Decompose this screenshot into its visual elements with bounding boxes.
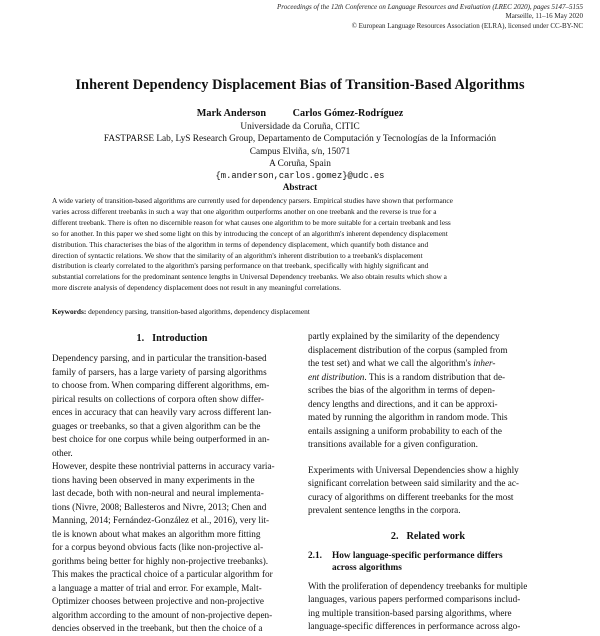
text-line: to choose from. When comparing different algorithms, em- bbox=[52, 380, 270, 390]
text-line: Dependency parsing, and in particular the transition-based bbox=[52, 353, 267, 363]
subsection-heading-line bbox=[308, 550, 548, 562]
subsection-number: 2.1. bbox=[308, 550, 322, 561]
paragraph-gap bbox=[308, 518, 548, 530]
text-line: other. bbox=[52, 447, 73, 458]
text-line: ences in accuracy that can heavily vary across different lan- bbox=[52, 407, 272, 417]
text-line: mated by running the algorithm in random mode. This bbox=[308, 412, 508, 422]
text-line: tions having been observed in many experiments in the bbox=[52, 474, 255, 485]
paragraph-gap bbox=[308, 452, 548, 464]
left-column bbox=[52, 332, 292, 636]
intro-paragraph-2 bbox=[52, 460, 292, 636]
text-line bbox=[308, 371, 548, 385]
text-line: displacement distribution of the corpus (sampled from bbox=[308, 344, 508, 355]
section-heading-related-work bbox=[308, 530, 548, 550]
author-name: Carlos Gómez-Rodríguez bbox=[292, 108, 404, 119]
keywords-label: Keywords: bbox=[52, 307, 87, 316]
text-line: algorithm according to the amount of non-projective depen- bbox=[52, 609, 273, 620]
keywords-text: dependency parsing, transition-based algorithms, dependency displacement bbox=[86, 307, 310, 316]
text-line: guages or treebanks, so that a given algorithm can be the bbox=[52, 420, 261, 431]
text-line: dencies observed in the treebank, but then the choice of a bbox=[52, 623, 263, 633]
text-line: Manning, 2014; Fernández-González et al., 2016), very lit- bbox=[52, 515, 270, 525]
text-line: tions (Nivre, 2008; Ballesteros and Nivre, 2013; Chen and bbox=[52, 501, 267, 512]
abstract-line: substantial correlations for the predominant sentence lengths in Universal Dependency treebanks. We also obtain results which show a bbox=[52, 272, 447, 282]
affiliation-line: FASTPARSE Lab, LyS Research Group, Departamento de Computación y Tecnologías de la Información bbox=[103, 134, 497, 145]
text-span: . This is a random distribution that de- bbox=[364, 371, 506, 382]
text-line bbox=[308, 357, 548, 371]
section-title: Related work bbox=[406, 530, 466, 542]
text-line: a language a matter of trial and error. For example, Malt- bbox=[52, 582, 262, 593]
text-line: best choice for one corpus while being outperformed in an- bbox=[52, 434, 270, 444]
affiliation-line: A Coruña, Spain bbox=[269, 158, 331, 169]
section-number: 2. bbox=[390, 530, 399, 542]
subsection-heading bbox=[308, 550, 548, 574]
text-line: dency lengths and directions, and it can be approxi- bbox=[308, 398, 498, 409]
section-title: Introduction bbox=[152, 333, 208, 344]
abstract-line: distribution is clearly correlated to the algorithm's parsing performance on that treebank, specifically with highly significant and bbox=[52, 261, 429, 271]
intro-paragraph-1 bbox=[52, 352, 292, 460]
text-line: tle is known about what makes an algorithm more fitting bbox=[52, 528, 261, 539]
affiliation-block bbox=[0, 121, 600, 182]
abstract-heading: Abstract bbox=[282, 183, 318, 193]
text-line: This makes the practical choice of a particular algorithm for bbox=[52, 569, 273, 579]
affiliation-line: Campus Elviña, s/n, 15071 bbox=[249, 146, 351, 157]
text-line: Experiments with Universal Dependencies show a highly bbox=[308, 464, 519, 475]
header-line-proceedings: Proceedings of the 12th Conference on Language Resources and Evaluation (LREC 2020), pages 5147–5155 bbox=[276, 3, 583, 11]
abstract-line: so for another. In this paper we shed some light on this by introducing the concept of an algorithm's inherent dependency displacement bbox=[52, 228, 448, 238]
header-line-license: © European Language Resources Association (ELRA), licensed under CC-BY-NC bbox=[351, 21, 583, 30]
proceedings-header bbox=[0, 3, 583, 31]
text-line: for a corpus beyond obvious facts (like non-projective al- bbox=[52, 542, 264, 552]
text-line: last decade, both with non-neural and neural implementa- bbox=[52, 488, 264, 498]
abstract-line: more discrete analysis of dependency displacement does not result in any meaningful correlations. bbox=[52, 283, 341, 293]
text-span: the test set) and what we call the algorithm's bbox=[308, 358, 471, 368]
subsection-heading-line: across algorithms bbox=[332, 562, 402, 573]
text-line: significant correlation between said similarity and the ac- bbox=[308, 478, 519, 488]
text-line: However, despite these nontrivial patterns in accuracy varia- bbox=[52, 461, 275, 471]
right-paragraph-1 bbox=[308, 330, 548, 452]
text-line: entails assigning a uniform probability to each of the bbox=[308, 425, 502, 436]
text-line: curacy of algorithms on different treebanks for the most bbox=[308, 491, 514, 502]
text-line: ing multiple transition-based parsing algorithms, where bbox=[308, 607, 512, 618]
text-line: family of parsers, has a large variety of parsing algorithms bbox=[52, 366, 267, 377]
emphasis-text: ent distribution bbox=[308, 371, 365, 382]
text-line: Optimizer chooses between projective and non-projective bbox=[52, 596, 264, 606]
emphasis-text: inher- bbox=[473, 358, 496, 368]
text-line: prevalent sentence lengths in the corpora. bbox=[308, 505, 461, 515]
keywords-line bbox=[52, 307, 549, 316]
abstract-line: A wide variety of transition-based algorithms are currently used for dependency parsers. Empirical studies have shown that performance bbox=[52, 196, 453, 205]
abstract-line: direction of syntactic relations. We show that the similarity of an algorithm's inherent distribution to a treebank's displacement bbox=[52, 250, 423, 260]
subsection-title: How language-specific performance differs bbox=[332, 550, 503, 561]
text-line: partly explained by the similarity of the dependency bbox=[308, 331, 500, 341]
header-line-location: Marseille, 11–16 May 2020 bbox=[505, 12, 583, 21]
author-name: Mark Anderson bbox=[196, 108, 267, 119]
affiliation-line: Universidade da Coruña, CITIC bbox=[240, 122, 360, 132]
abstract-line: varies across different treebanks in such a way that one algorithm outperforms another on one treebank and the reverse is true for a bbox=[52, 206, 437, 216]
abstract-line: distribution. This characterises the bias of the algorithm in terms of dependency displacement, which quantify both distance and bbox=[52, 239, 429, 249]
abstract-line: different treebank. There is often no discernible reason for what causes one algorithm to be more suitable for a certain treebank and less bbox=[52, 217, 451, 227]
text-line: language-specific differences in performance across algo- bbox=[308, 621, 521, 631]
text-line: scribes the bias of the algorithm in terms of depen- bbox=[308, 385, 496, 395]
text-line: gorithms being better for highly non-projective treebanks). bbox=[52, 555, 269, 566]
right-paragraph-2 bbox=[308, 464, 548, 518]
text-line: With the proliferation of dependency treebanks for multiple bbox=[308, 580, 528, 591]
author-list bbox=[0, 108, 600, 119]
section-number: 1. bbox=[136, 333, 145, 344]
text-line: transitions available for a given configuration. bbox=[308, 439, 478, 449]
text-line: languages, various papers performed comparisons includ- bbox=[308, 594, 521, 604]
abstract-body bbox=[52, 196, 549, 294]
paper-title: Inherent Dependency Displacement Bias of Transition-Based Algorithms bbox=[75, 77, 525, 93]
section-heading-introduction bbox=[52, 332, 292, 352]
right-column bbox=[308, 330, 548, 634]
right-paragraph-3 bbox=[308, 580, 548, 634]
author-emails: {m.anderson,carlos.gomez}@udc.es bbox=[215, 171, 385, 182]
text-line: pirical results on collections of corpora often show differ- bbox=[52, 393, 264, 404]
